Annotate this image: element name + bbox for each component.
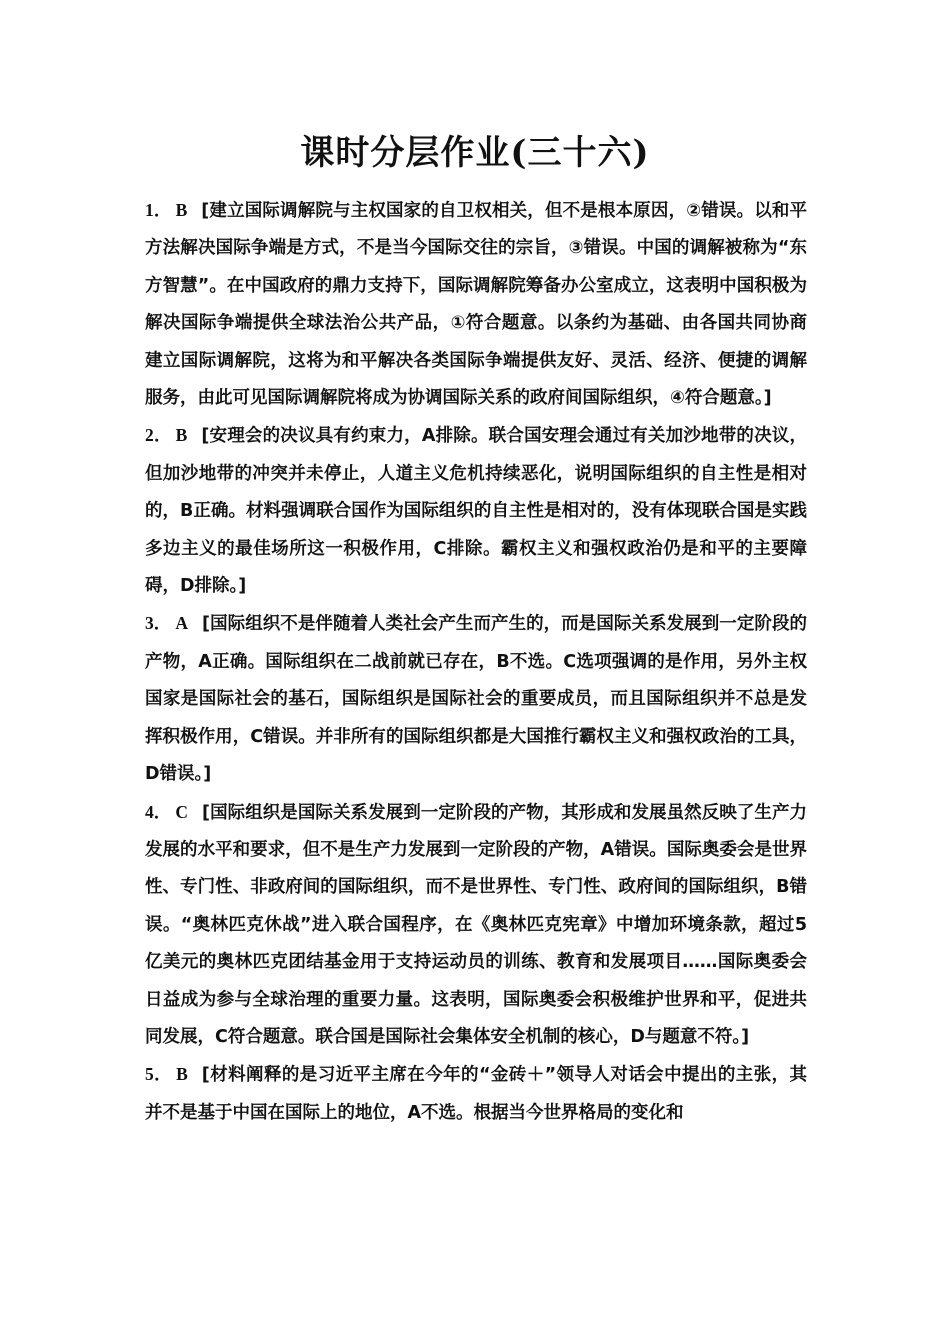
- answer-item-4: [145, 794, 807, 1057]
- item-number: 5．: [145, 1064, 173, 1085]
- page-title: 课时分层作业(三十六): [300, 133, 650, 173]
- answer-item-3: [145, 605, 807, 793]
- item-answer: B: [176, 1064, 188, 1085]
- item-answer: B: [175, 200, 188, 220]
- item-explanation: [国际组织不是伴随着人类社会产生而产生的，而是国际关系发展到一定阶段的产物，A正确。国际组织在二战前就已存在，B不选。C选项强调的是作用，另外主权国家是国际社会的基石，国际组织是国际社会的重要成员，而且国际组织并不总是发挥积极作用，C错误。并非所有的国际组织都是大国推行霸权主义和强权政治的工具，D错误。]: [145, 614, 808, 785]
- answer-item-5: [145, 1056, 807, 1132]
- item-number: 2．: [145, 425, 172, 446]
- answer-item-2: [145, 417, 807, 605]
- item-explanation: [安理会的决议具有约束力，A排除。联合国安理会通过有关加沙地带的决议，但加沙地带的冲突并未停止，人道主义危机持续恶化，说明国际组织的自主性是相对的，B正确。材料强调联合国作为国际组织的自主性是相对的，没有体现联合国是实践多边主义的最佳场所这一积极作用，C排除。霸权主义和强权政治仍是和平的主要障碍，D排除。]: [145, 426, 807, 597]
- item-number: 3．: [145, 613, 172, 634]
- item-answer: C: [175, 801, 189, 822]
- item-answer: A: [175, 613, 189, 634]
- item-explanation: [国际组织是国际关系发展到一定阶段的产物，其形成和发展虽然反映了生产力发展的水平和要求，但不是生产力发展到一定阶段的产物，A错误。国际奥委会是世界性、专门性、非政府间的国际组织，而不是世界性、专门性、政府间的国际组织，B错误。“奥林匹克休战”进入联合国程序，在《奥林匹克宪章》中增加环境条款，超过5亿美元的奥林匹克团结基金用于支持运动员的训练、教育和发展项目……国际奥委会日益成为参与全球治理的重要力量。这表明，国际奥委会积极维护世界和平，促进共同发展，C符合题意。联合国是国际社会集体安全机制的核心，D与题意不符。]: [145, 802, 808, 1047]
- answer-item-1: [145, 192, 807, 417]
- item-number: 1．: [145, 200, 172, 220]
- item-number: 4．: [145, 801, 172, 822]
- item-answer: B: [175, 425, 188, 446]
- item-explanation: [材料阐释的是习近平主席在今年的“金砖＋”领导人对话会中提出的主张，其并不是基于中国在国际上的地位，A不选。根据当今世界格局的变化和: [145, 1065, 808, 1123]
- answer-list: [145, 192, 807, 1132]
- item-explanation: [建立国际调解院与主权国家的自卫权相关，但不是根本原因，②错误。以和平方法解决国际争端是方式，不是当今国际交往的宗旨，③错误。中国的调解被称为“东方智慧”。在中国政府的鼎力支持下，国际调解院筹备办公室成立，这表明中国积极为解决国际争端提供全球法治公共产品，①符合题意。以条约为基础、由各国共同协商建立国际调解院，这将为和平解决各类国际争端提供友好、灵活、经济、便捷的调解服务，由此可见国际调解院将成为协调国际关系的政府间国际组织，④符合题意。]: [145, 201, 808, 409]
